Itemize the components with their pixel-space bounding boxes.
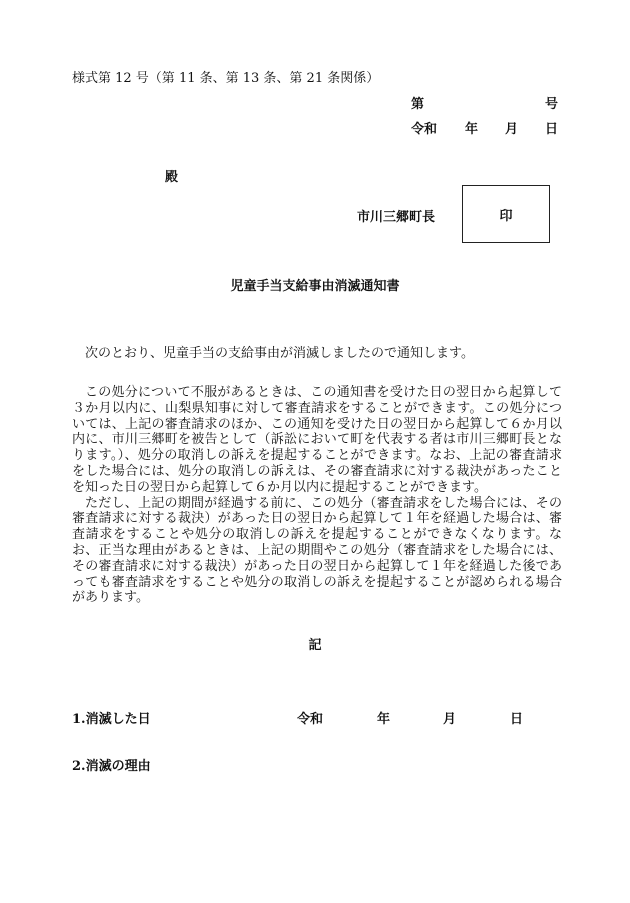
appeal-instructions: [72, 385, 562, 606]
item1-era: 令和: [297, 712, 324, 727]
issue-date-month: 月: [505, 122, 519, 137]
seal-label: 印: [499, 208, 513, 224]
document-title: 児童手当支給事由消滅通知書: [230, 279, 400, 294]
appeal-paragraph-2: ただし、上記の期間が経過する前に、この処分（審査請求をした場合には、その審査請求に対する裁決）があった日の翌日から起算して１年を経過した場合は、審査請求をすることや処分の取消しの訴えを提起することができなくなります。なお、正当な理由があるときは、上記の期間やこの処分（審査請求をした場合には、その審査請求に対する裁決）があった日の翌日から起算して１年を経過した後であっても審査請求をすることや処分の取消しの訴えを提起することが認められる場合があります。: [72, 495, 562, 606]
item1-label: 1.消滅した日: [72, 712, 151, 727]
ki-heading: 記: [308, 638, 322, 653]
item1-day: 日: [510, 712, 524, 727]
item2-label: 2.消滅の理由: [72, 759, 151, 774]
notice-text: 次のとおり、児童手当の支給事由が消滅しましたので通知します。: [85, 346, 474, 361]
seal-box: [462, 185, 550, 243]
issue-date-day: 日: [545, 122, 559, 137]
item1-year: 年: [377, 712, 391, 727]
issue-date-year: 年: [465, 122, 479, 137]
issuer-name: 市川三郷町長: [357, 210, 436, 225]
document-number-label: 第: [411, 97, 425, 112]
appeal-paragraph-1: この処分について不服があるときは、この通知書を受けた日の翌日から起算して３か月以内に、山梨県知事に対して審査請求をすることができます。この処分については、上記の審査請求のほか、この通知を受けた日の翌日から起算して６か月以内に、市川三郷町を被告として（訴訟において町を代表する者は市川三郷町長となります。）、処分の取消しの訴えを提起することができます。なお、上記の審査請求をした場合には、処分の取消しの訴えは、その審査請求に対する裁決があったことを知った日の翌日から起算して６か月以内に提起することができます。: [72, 385, 562, 495]
addressee-honorific: 殿: [165, 170, 179, 185]
issue-date-era: 令和: [411, 122, 438, 137]
form-number: 様式第 12 号（第 11 条、第 13 条、第 21 条関係）: [72, 71, 380, 86]
document-number-suffix: 号: [545, 97, 559, 112]
item1-month: 月: [443, 712, 457, 727]
